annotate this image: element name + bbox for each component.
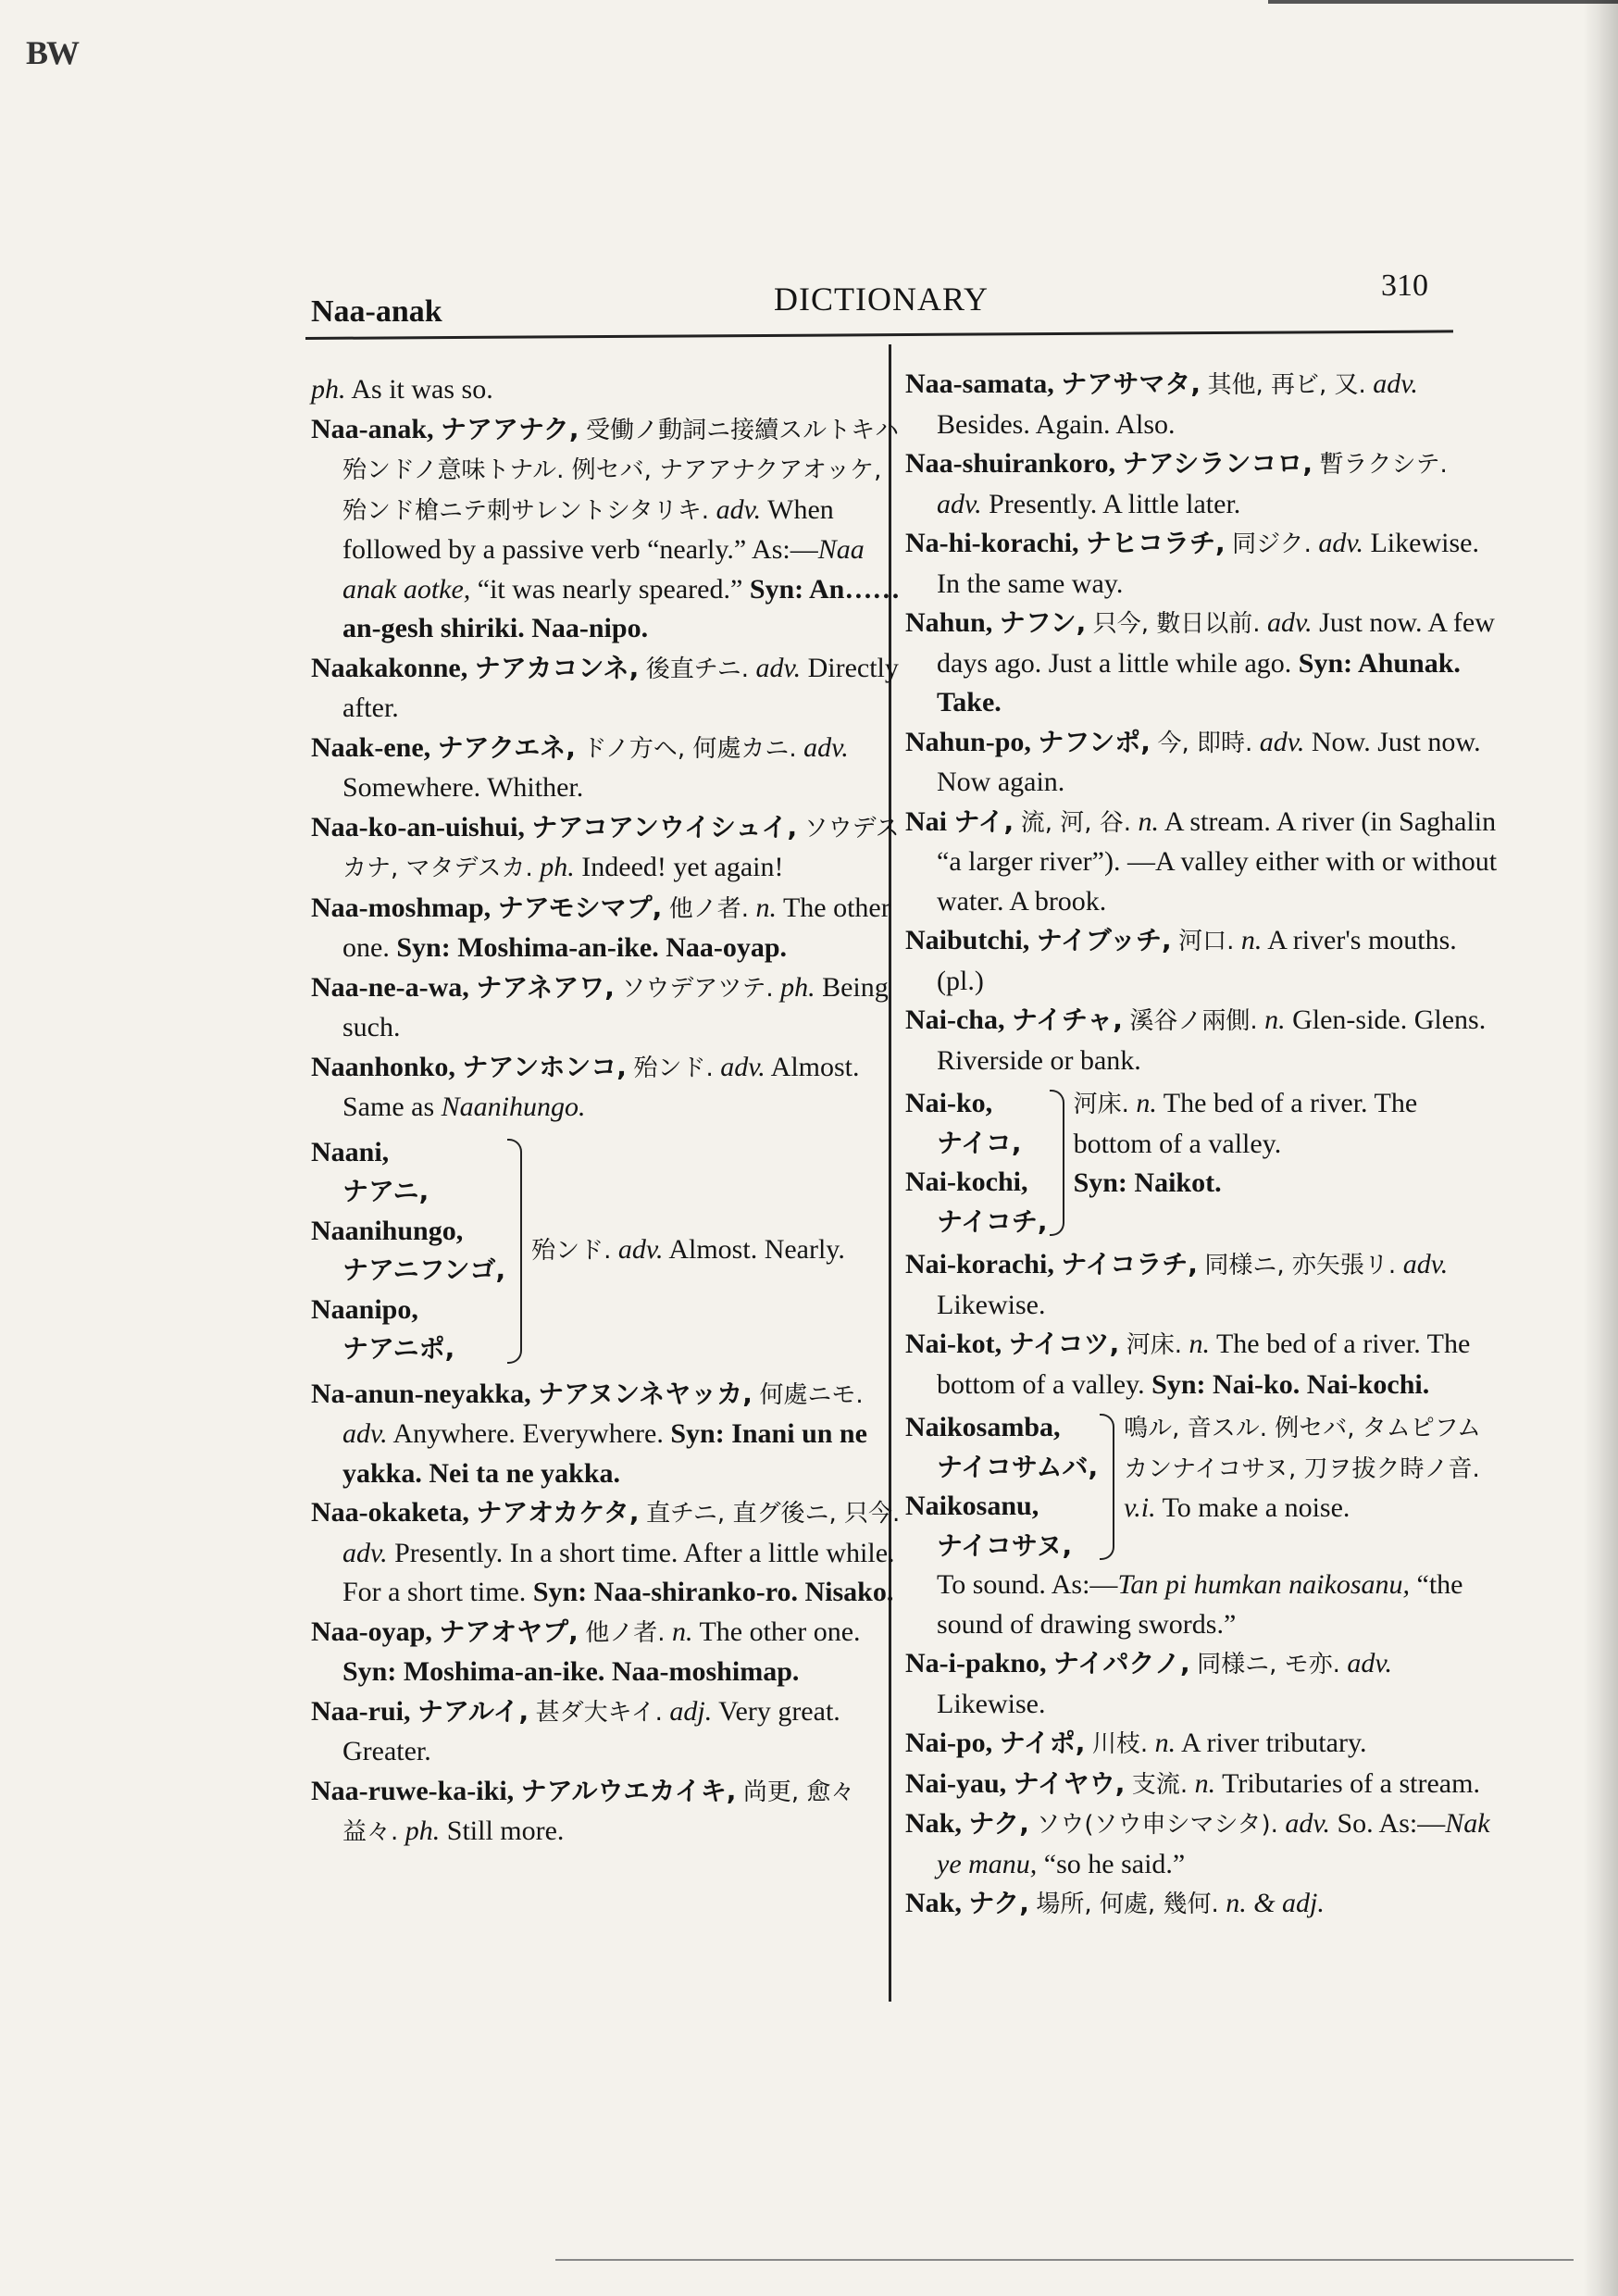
headword: Naanipo, bbox=[311, 1293, 418, 1325]
part-of-speech: adv. bbox=[1347, 1648, 1392, 1678]
top-rule bbox=[1268, 0, 1618, 4]
katakana-reading: ナイポ, bbox=[999, 1728, 1086, 1758]
example: Nak ye manu, bbox=[937, 1808, 1490, 1879]
katakana-reading: ナイヤウ, bbox=[1013, 1767, 1126, 1799]
katakana-reading: ナアコアンウイシュイ, bbox=[531, 811, 798, 842]
dictionary-entry bbox=[311, 729, 903, 808]
headword: Naanihungo, bbox=[311, 1215, 464, 1246]
japanese-gloss: 直チニ, 直グ後ニ, 只今. bbox=[645, 1500, 901, 1528]
definition: Presently. In a short time. After a little while. For a short time. bbox=[342, 1537, 895, 1607]
katakana-reading: ナアオカケタ, bbox=[476, 1497, 640, 1528]
definition: Being such. bbox=[342, 971, 889, 1042]
katakana-reading: ナイチャ, bbox=[1012, 1004, 1123, 1035]
katakana-reading: ナイコチ, bbox=[937, 1205, 1048, 1237]
headword: Naa-ko-an-uishui, bbox=[311, 811, 525, 842]
part-of-speech: adv. bbox=[1285, 1808, 1330, 1839]
katakana-reading: ナイ, bbox=[953, 805, 1014, 837]
japanese-gloss: ソウデスカナ, マタデスカ. bbox=[342, 814, 900, 882]
dictionary-entry bbox=[905, 1765, 1498, 1805]
headword: Naibutchi, bbox=[905, 925, 1030, 955]
headword: Nai bbox=[905, 805, 947, 837]
example-translation: “so he said.” bbox=[1037, 1848, 1186, 1879]
japanese-gloss: 流, 河, 谷. bbox=[1020, 808, 1132, 837]
dictionary-entry bbox=[311, 1048, 903, 1128]
headword: Nak, bbox=[905, 1888, 962, 1918]
brace bbox=[1100, 1414, 1114, 1560]
entry-group-naani: Naani, ナアニ, Naanihungo, ナアニフンゴ, Naanipo, ナアニポ, 殆ンド. adv. Almost. Nearly. bbox=[311, 1133, 903, 1369]
dictionary-entry bbox=[905, 1001, 1498, 1080]
dictionary-entry bbox=[311, 1772, 903, 1853]
headword: Naikosanu, bbox=[905, 1491, 1039, 1521]
headword: Naanhonko, bbox=[311, 1051, 455, 1082]
katakana-reading: ナイコサヌ, bbox=[937, 1529, 1073, 1561]
dictionary-entry bbox=[905, 524, 1498, 604]
dictionary-entry bbox=[905, 604, 1498, 723]
katakana-reading: ナアニフンゴ, bbox=[342, 1254, 506, 1285]
dictionary-entry bbox=[311, 370, 903, 410]
headword: Nai-cha, bbox=[905, 1004, 1005, 1035]
headword: Naa-anak, bbox=[311, 413, 434, 444]
japanese-gloss: ソウ(ソウ申シマシタ). bbox=[1036, 1811, 1278, 1839]
katakana-reading: ナフンポ, bbox=[1038, 726, 1151, 757]
example-translation: “it was nearly speared.” bbox=[470, 573, 750, 605]
definition: Very great. Greater. bbox=[342, 1695, 840, 1766]
part-of-speech: adv. bbox=[1259, 726, 1305, 757]
dictionary-entry bbox=[311, 410, 903, 649]
headword: Nai-ko, bbox=[905, 1088, 993, 1118]
katakana-reading: ナイコラチ, bbox=[1061, 1249, 1198, 1279]
example: Naanihungo. bbox=[441, 1092, 586, 1122]
part-of-speech: adv. bbox=[720, 1051, 765, 1082]
headword: Naa-shuirankoro, bbox=[905, 448, 1115, 479]
headword: Na-i-pakno, bbox=[905, 1648, 1047, 1678]
definition: A river's mouths. (pl.) bbox=[937, 925, 1457, 996]
entry-group-nai-ko: Nai-ko, ナイコ, Nai-kochi, ナイコチ, 河床. n. The bed of a river. The bottom of a valley. Syn: Naikot. bbox=[905, 1084, 1498, 1242]
definition: The other one. bbox=[699, 1616, 861, 1647]
definition: Just now. A few days ago. Just a little while ago. bbox=[937, 607, 1495, 679]
definition: As it was so. bbox=[351, 374, 493, 405]
japanese-gloss: 殆ンド. bbox=[633, 1054, 714, 1082]
headword: Naa-ne-a-wa, bbox=[311, 971, 469, 1003]
japanese-gloss: 溪谷ノ兩側. bbox=[1129, 1007, 1258, 1035]
headword: Naak-ene, bbox=[311, 731, 431, 763]
part-of-speech: n. bbox=[671, 1616, 693, 1647]
part-of-speech: adv. bbox=[716, 493, 762, 525]
headword: Naa-ruwe-ka-iki, bbox=[311, 1775, 515, 1806]
katakana-reading: ナイコツ, bbox=[1008, 1329, 1120, 1359]
synonyms: Syn: Ahunak. Take. bbox=[937, 647, 1461, 718]
katakana-reading: ナイコサムバ, bbox=[937, 1451, 1099, 1482]
katakana-reading: ナアネアワ, bbox=[476, 971, 615, 1003]
definition: Likewise. In the same way. bbox=[937, 528, 1479, 599]
japanese-gloss: 同ジク. bbox=[1232, 530, 1312, 558]
definition: Likewise. bbox=[937, 1688, 1046, 1719]
part-of-speech: adv. bbox=[803, 731, 849, 763]
part-of-speech: n. bbox=[1194, 1767, 1216, 1799]
katakana-reading: ナフン, bbox=[999, 607, 1087, 638]
part-of-speech: adv. bbox=[755, 652, 802, 683]
example: Naa anak aotke, bbox=[342, 534, 865, 605]
part-of-speech: adv. bbox=[1267, 607, 1313, 638]
japanese-gloss: 同様ニ, モ亦. bbox=[1197, 1651, 1340, 1678]
page-number: 310 bbox=[1381, 268, 1428, 303]
definition: Likewise. bbox=[937, 1289, 1046, 1320]
headword: Nak, bbox=[905, 1808, 962, 1839]
part-of-speech: n. bbox=[1138, 805, 1160, 837]
synonyms: Syn: Moshima-an-ike. Naa-oyap. bbox=[396, 932, 788, 963]
headword: Na-anun-neyakka, bbox=[311, 1378, 531, 1409]
japanese-gloss: 河口. bbox=[1178, 928, 1235, 955]
headword: Na-hi-korachi, bbox=[905, 528, 1079, 558]
katakana-reading: ナアクエネ, bbox=[437, 731, 576, 763]
definition: Besides. Again. Also. bbox=[937, 408, 1176, 440]
dictionary-entry bbox=[311, 808, 903, 889]
dictionary-entry bbox=[905, 444, 1498, 524]
katakana-reading: ナアサマタ, bbox=[1061, 368, 1201, 399]
dictionary-entry bbox=[905, 1325, 1498, 1404]
dictionary-entry bbox=[905, 1644, 1498, 1724]
japanese-gloss: 甚ダ大キイ. bbox=[535, 1698, 663, 1727]
dictionary-entry bbox=[905, 365, 1498, 444]
definition: Glen-side. Glens. Riverside or bank. bbox=[937, 1004, 1487, 1076]
japanese-gloss: 今, 即時. bbox=[1157, 729, 1253, 757]
katakana-reading: ナアモシマプ, bbox=[497, 892, 663, 923]
katakana-reading: ナアルウエカイキ, bbox=[520, 1775, 737, 1806]
part-of-speech: ph. bbox=[404, 1816, 441, 1846]
headword: Naa-okaketa, bbox=[311, 1497, 469, 1528]
katakana-reading: ナアオヤプ, bbox=[439, 1616, 579, 1647]
definition: Indeed! yet again! bbox=[581, 852, 784, 882]
part-of-speech: adv. bbox=[1402, 1249, 1449, 1279]
definition: A river tributary. bbox=[1181, 1728, 1367, 1758]
katakana-reading: ナアヌンネヤッカ, bbox=[538, 1378, 753, 1409]
brace bbox=[507, 1139, 522, 1364]
definition: Still more. bbox=[446, 1816, 565, 1846]
katakana-reading: ナク, bbox=[968, 1808, 1029, 1839]
dictionary-entry bbox=[311, 1692, 903, 1772]
definition: Tributaries of a stream. bbox=[1222, 1767, 1480, 1799]
definition: So. As:— bbox=[1337, 1808, 1446, 1839]
part-of-speech: adv. bbox=[1318, 528, 1363, 558]
headword: Nai-kochi, bbox=[905, 1167, 1028, 1197]
brace bbox=[1050, 1090, 1064, 1236]
dictionary-entry bbox=[311, 889, 903, 968]
definition: Somewhere. Whither. bbox=[342, 772, 584, 803]
page-edge-shadow bbox=[1583, 0, 1618, 2296]
guide-word: Naa-anak bbox=[311, 294, 442, 329]
japanese-gloss: 河床. bbox=[1126, 1331, 1182, 1359]
katakana-reading: ナイブッチ, bbox=[1036, 925, 1172, 955]
entry-continuation: To sound. As:—Tan pi humkan naikosanu, “the sound of drawing swords.” bbox=[937, 1569, 1463, 1640]
dictionary-entry bbox=[905, 921, 1498, 1001]
part-of-speech: n. bbox=[1154, 1728, 1176, 1758]
definition: The bed of a river. The bottom of a valley. bbox=[937, 1329, 1471, 1400]
headword: Nai-kot, bbox=[905, 1329, 1002, 1359]
part-of-speech: ph. bbox=[540, 852, 575, 882]
dictionary-entry bbox=[311, 1613, 903, 1692]
part-of-speech: adj. bbox=[669, 1695, 713, 1727]
synonyms: Syn: Inani un ne yakka. Nei ta ne yakka. bbox=[342, 1418, 867, 1489]
katakana-reading: ナイコ, bbox=[937, 1127, 1022, 1158]
dictionary-entry bbox=[905, 803, 1498, 922]
dictionary-entry bbox=[905, 1245, 1498, 1325]
headword: Naa-moshmap, bbox=[311, 892, 492, 923]
headword: Naani, bbox=[311, 1136, 390, 1167]
scan-mark: BW bbox=[26, 34, 79, 71]
japanese-gloss: 暫ラクシテ. bbox=[1319, 451, 1448, 479]
part-of-speech: ph. bbox=[311, 374, 346, 405]
definition: Now. Just now. Now again. bbox=[937, 726, 1481, 797]
part-of-speech: ph. bbox=[780, 971, 815, 1003]
japanese-gloss: ドノ方ヘ, 何處カニ. bbox=[582, 734, 797, 763]
katakana-reading: ナアカコンネ, bbox=[474, 652, 640, 683]
japanese-gloss: 他ノ者. bbox=[668, 894, 749, 923]
japanese-gloss: 其他, 再ビ, 又. bbox=[1207, 371, 1366, 399]
right-column bbox=[905, 365, 1498, 1925]
headword: Nai-korachi, bbox=[905, 1249, 1054, 1279]
definition: Presently. A little later. bbox=[989, 488, 1241, 519]
dictionary-entry bbox=[905, 1724, 1498, 1765]
dictionary-entry bbox=[905, 1884, 1498, 1925]
japanese-gloss: 支流. bbox=[1131, 1770, 1189, 1799]
headword: Naa-oyap, bbox=[311, 1616, 432, 1647]
synonyms: Syn: Nai-ko. Nai-kochi. bbox=[1151, 1368, 1430, 1400]
japanese-gloss: 尚更, 愈々益々. bbox=[342, 1778, 855, 1846]
part-of-speech: n. bbox=[1240, 925, 1263, 955]
japanese-gloss: 場所, 何處, 幾何. bbox=[1036, 1890, 1219, 1918]
dictionary-entry bbox=[905, 723, 1498, 803]
synonyms: Syn: Moshima-an-ike. Naa-moshimap. bbox=[342, 1656, 800, 1687]
dictionary-entry bbox=[311, 1375, 903, 1494]
japanese-gloss: 後直チニ. bbox=[645, 655, 749, 683]
katakana-reading: ナアアナク, bbox=[441, 413, 579, 444]
bottom-rule bbox=[555, 2259, 1574, 2261]
headword: Nai-po, bbox=[905, 1728, 993, 1758]
japanese-gloss: 川枝. bbox=[1091, 1730, 1149, 1758]
headword: Nahun-po, bbox=[905, 726, 1031, 757]
part-of-speech: n. bbox=[1264, 1004, 1286, 1035]
katakana-reading: ナアルイ, bbox=[417, 1695, 529, 1727]
part-of-speech: adv. bbox=[342, 1537, 388, 1568]
headword: Nai-yau, bbox=[905, 1767, 1007, 1799]
definition: Directly after. bbox=[342, 652, 899, 723]
left-column bbox=[311, 370, 903, 1853]
katakana-reading: ナアニポ, bbox=[342, 1333, 455, 1364]
definition: Almost. Same as bbox=[342, 1051, 860, 1122]
katakana-reading: ナアンホンコ, bbox=[462, 1051, 627, 1082]
japanese-gloss: 何處ニモ. bbox=[759, 1380, 864, 1409]
katakana-reading: ナイパクノ, bbox=[1053, 1648, 1190, 1678]
definition: A stream. A river (in Saghalin “a larger river”). —A valley either with or without water. A brook. bbox=[937, 805, 1498, 917]
japanese-gloss: 只今, 數日以前. bbox=[1092, 610, 1261, 638]
definition: When followed by a passive verb “nearly.” As:— bbox=[342, 493, 834, 565]
katakana-reading: ナヒコラチ, bbox=[1086, 528, 1226, 558]
headword: Naa-samata, bbox=[905, 368, 1054, 399]
headword: Naikosamba, bbox=[905, 1412, 1061, 1442]
dictionary-entry bbox=[311, 968, 903, 1048]
synonyms: Syn: Naa-shiranko-ro. Nisako. bbox=[532, 1577, 894, 1607]
katakana-reading: ナアニ, bbox=[342, 1176, 429, 1206]
definition: The other one. bbox=[342, 892, 890, 963]
japanese-gloss: ソウデアツテ. bbox=[621, 974, 774, 1003]
entry-group-naikosamba: Naikosamba, ナイコサムバ, Naikosanu, ナイコサヌ, 鳴ル, 音スル. 例セバ, タムピフムカンナイコサヌ, 刀ヲ拔ク時ノ音. v.i. To make a noise. bbox=[905, 1408, 1498, 1566]
headword: Naakakonne, bbox=[311, 652, 468, 683]
dictionary-entry bbox=[905, 1804, 1498, 1884]
japanese-gloss: 受働ノ動詞ニ接續スルトキハ殆ンドノ意味トナル. 例セバ, ナアアナクアオッケ, 殆ンド槍ニテ刺サレントシタリキ. bbox=[342, 416, 900, 525]
japanese-gloss: 同様ニ, 亦矢張リ. bbox=[1204, 1252, 1397, 1279]
part-of-speech: adv. bbox=[937, 488, 982, 519]
headword: Naa-rui, bbox=[311, 1695, 411, 1727]
part-of-speech: n. bbox=[1189, 1329, 1210, 1359]
page-title: DICTIONARY bbox=[774, 281, 989, 318]
header-rule bbox=[305, 330, 1453, 340]
definition: Anywhere. Everywhere. bbox=[392, 1418, 671, 1449]
katakana-reading: ナク, bbox=[968, 1888, 1029, 1918]
dictionary-entry bbox=[311, 649, 903, 729]
part-of-speech: adv. bbox=[342, 1418, 388, 1449]
synonyms: Syn: An……an-gesh shiriki. Naa-nipo. bbox=[342, 573, 901, 643]
japanese-gloss: 他ノ者. bbox=[585, 1618, 666, 1647]
part-of-speech: n. & adj. bbox=[1226, 1888, 1325, 1918]
headword: Nahun, bbox=[905, 607, 993, 638]
part-of-speech: adv. bbox=[1373, 368, 1418, 399]
part-of-speech: n. bbox=[755, 892, 777, 923]
katakana-reading: ナアシランコロ, bbox=[1122, 448, 1313, 479]
dictionary-entry bbox=[311, 1493, 903, 1613]
